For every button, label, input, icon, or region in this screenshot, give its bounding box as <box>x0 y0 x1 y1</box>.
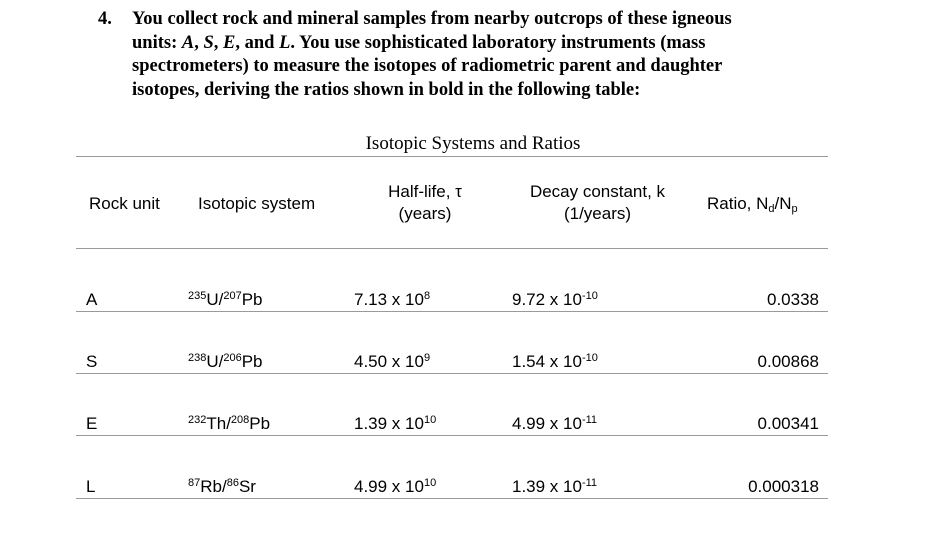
row-a-isotopic-system: $^{235}$U/$^{207}$Pb <box>188 290 263 309</box>
question-line-3: spectrometers) to measure the isotopes of radiometric parent and daughter <box>132 56 723 76</box>
row-e-decay-constant: 4.99 x $10^{-11}$ <box>512 414 598 433</box>
row-a-rule <box>76 311 828 312</box>
row-a-unit: A <box>86 290 98 309</box>
table-caption: Isotopic Systems and Ratios <box>365 133 581 154</box>
row-l-half-life: 4.99 x $10^{10}$ <box>354 477 437 496</box>
row-e-rule <box>76 435 828 436</box>
row-l-rule <box>76 498 828 499</box>
row-s-half-life: 4.50 x $10^9$ <box>354 352 431 371</box>
row-e-isotopic-system: $^{232}$Th/$^{208}$Pb <box>188 414 271 433</box>
header-ratio: Ratio, $N_d/N_p$ <box>707 194 798 215</box>
question-number: 4. <box>98 9 112 29</box>
row-s-decay-constant: 1.54 x $10^{-10}$ <box>512 352 598 371</box>
row-a-half-life: 7.13 x $10^8$ <box>354 290 431 309</box>
header-isotopic-system: Isotopic system <box>198 194 316 213</box>
row-s-ratio: 0.00868 <box>757 352 819 371</box>
row-e-unit: E <box>86 414 98 433</box>
header-half-life: Half-life, τ (years) <box>388 182 462 223</box>
header-decay-constant: Decay constant, k (1/years) <box>529 182 666 223</box>
row-l-isotopic-system: $^{87}$Rb/$^{86}$Sr <box>188 477 256 496</box>
row-l-unit: L <box>86 477 96 496</box>
row-l-ratio: 0.000318 <box>748 477 819 496</box>
row-s-rule <box>76 373 828 374</box>
question-line-4: isotopes, deriving the ratios shown in bold in the following table: <box>132 79 641 100</box>
row-a-decay-constant: 9.72 x $10^{-10}$ <box>512 290 598 309</box>
row-e-ratio: 0.00341 <box>757 414 819 433</box>
row-e-half-life: 1.39 x $10^{10}$ <box>354 414 437 433</box>
row-s-unit: S <box>86 352 98 371</box>
header-bottom-rule <box>76 248 828 249</box>
question-line-2: units: A, S, E, and L. You use sophisticated laboratory instruments (mass <box>132 32 706 53</box>
row-l-decay-constant: 1.39 x $10^{-11}$ <box>512 477 598 496</box>
row-s-isotopic-system: $^{238}$U/$^{206}$Pb <box>188 352 263 371</box>
header-rock-unit: Rock unit <box>89 194 160 213</box>
question-line-1: You collect rock and mineral samples from nearby outcrops of these igneous <box>132 9 732 29</box>
row-a-ratio: 0.0338 <box>767 290 819 309</box>
table-top-rule <box>76 156 828 157</box>
